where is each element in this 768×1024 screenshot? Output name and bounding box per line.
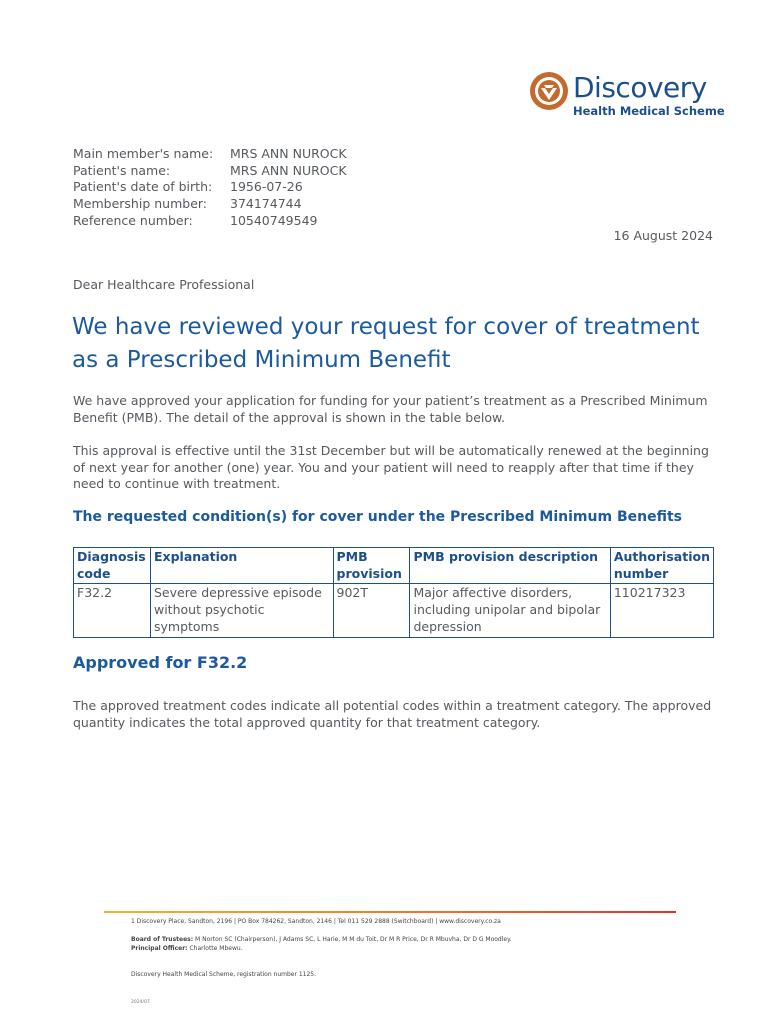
trustees-names: M Norton SC (Chairperson), J Adams SC, L Harie, M M du Toit, Dr M R Price, Dr R Mbuvha, Dr D G Moodley. — [193, 936, 512, 943]
detail-row-date-of-birth — [73, 179, 347, 196]
detail-label: Patient's name: — [73, 162, 171, 178]
header-diagnosis-code: Diagnosis code — [74, 548, 151, 584]
conditions-table — [73, 547, 714, 638]
detail-value: MRS ANN NUROCK — [230, 146, 347, 161]
approved-heading: Approved for F32.2 — [73, 653, 248, 672]
footer-address: 1 Discovery Place, Sandton, 2196 | PO Box 784262, Sandton, 2146 | Tel 011 529 2888 (Switchboard) | www.discovery.co.za — [131, 918, 501, 925]
officer-name: Charlotte Mbewu. — [187, 944, 243, 952]
detail-label: Main member's name: — [73, 146, 214, 161]
detail-row-patient-name — [73, 163, 347, 180]
detail-row-membership-number — [73, 196, 347, 213]
table-header-row — [74, 548, 714, 584]
detail-label: Membership number: — [73, 196, 208, 212]
footer-governance — [131, 936, 512, 953]
cell-pmb-provision: 902T — [333, 584, 410, 637]
header-authorisation-number: Authorisation number — [610, 548, 713, 584]
discovery-logo — [529, 69, 725, 119]
member-details — [73, 146, 347, 230]
logo-name: Discovery — [573, 71, 707, 104]
footer-officer — [131, 945, 512, 954]
officer-label: Principal Officer: — [131, 944, 188, 952]
header-explanation: Explanation — [150, 548, 333, 584]
validity-paragraph: This approval is effective until the 31st December but will be automatically renewed at the beginning of next year for another (one) year. You and your patient will need to reapply after that time if they need to continue with treatment. — [73, 443, 709, 492]
footer-registration: Discovery Health Medical Scheme, registration number 1125. — [131, 971, 317, 978]
detail-row-reference-number — [73, 213, 347, 230]
discovery-emblem-icon — [529, 71, 569, 111]
header-pmb-description: PMB provision description — [410, 548, 610, 584]
logo-subtitle: Health Medical Scheme — [573, 104, 725, 118]
detail-value: 10540749549 — [230, 212, 318, 228]
conditions-heading: The requested condition(s) for cover under the Prescribed Minimum Benefits — [73, 509, 682, 525]
greeting: Dear Healthcare Professional — [73, 277, 255, 292]
approval-paragraph: We have approved your application for funding for your patient’s treatment as a Prescribed Minimum Benefit (PMB). The detail of the approval is shown in the table below. — [73, 393, 708, 425]
trustees-label: Board of Trustees: — [131, 936, 194, 943]
detail-value: 1956-07-26 — [230, 179, 303, 195]
cell-authorisation-number: 110217323 — [610, 584, 713, 637]
page-title: We have reviewed your request for cover of treatment as a Prescribed Minimum Benefit — [72, 314, 700, 373]
detail-value: 374174744 — [230, 196, 302, 212]
detail-value: MRS ANN NUROCK — [230, 162, 347, 178]
table-row — [74, 584, 714, 637]
detail-label: Reference number: — [73, 212, 193, 228]
cell-pmb-description: Major affective disorders, including unipolar and bipolar depression — [410, 584, 610, 637]
detail-row-main-member — [73, 146, 347, 163]
footer-trustees — [131, 936, 512, 945]
footer-divider — [104, 911, 676, 913]
footer-document-code: 2024/07 — [131, 1000, 150, 1005]
codes-paragraph: The approved treatment codes indicate all potential codes within a treatment category. The approved quantity indicates the total approved quantity for that treatment category. — [73, 698, 712, 730]
cell-diagnosis-code: F32.2 — [74, 584, 151, 637]
letter-date: 16 August 2024 — [613, 228, 713, 243]
detail-label: Patient's date of birth: — [73, 179, 213, 195]
cell-explanation: Severe depressive episode without psychotic symptoms — [150, 584, 333, 637]
header-pmb-provision: PMB provision — [333, 548, 410, 584]
